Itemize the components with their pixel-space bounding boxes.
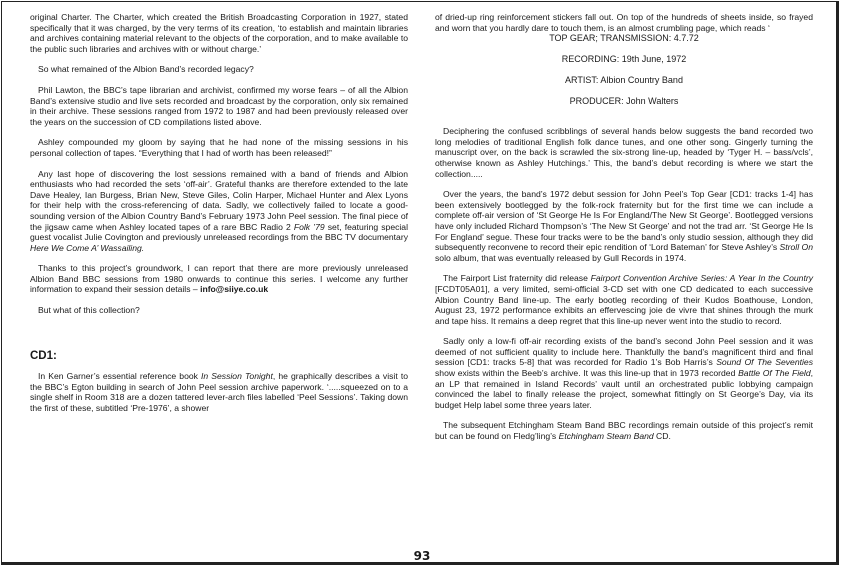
- paragraph: So what remained of the Albion Band’s recorded legacy?: [38, 64, 254, 75]
- paragraph: In Ken Garner’s essential reference book In Session Tonight, he graphically describes a visit to the BBC’s Egton building in search of John Peel session archive paperwork. ‘.....squeezed on to a single shelf in Room 318 are a dozen tattered lever-arch files labelled ‘Peel Sessions’. Taking down the first of these, subtitled ‘Pre-1976’, a shower: [30, 371, 408, 414]
- paragraph: of dried-up ring reinforcement stickers fall out. On top of the hundreds of sheets inside, so frayed and worn that you hardly dare to touch them, is an almost crumbling page, which reads ‘: [435, 12, 813, 33]
- paragraph: Ashley compounded my gloom by saying that he had none of the missing sessions in his personal collection of tapes. “Everything that I had of worth has been released!”: [30, 137, 408, 158]
- email-link[interactable]: info@siiye.co.uk: [200, 284, 269, 295]
- paragraph: Deciphering the confused scribblings of several hands below suggests the band recorded two long melodies of traditional English folk dance tunes, and one other song. Gingerly turning the manuscript over, on the back is scrawled the six-strong line-up, headed by ‘Tyger H. – bass/vcls’, otherwise known as Ashley Hutchings.’ This, the band’s debut recording is where we start the collection.....: [435, 126, 813, 179]
- paragraph: But what of this collection?: [38, 305, 140, 316]
- paragraph: The subsequent Etchingham Steam Band BBC recordings remain outside of this project’s remit but can be found on Fledg’ling’s Etchingham Steam Band CD.: [435, 420, 813, 442]
- right-column: [435, 12, 813, 452]
- paragraph: Over the years, the band’s 1972 debut session for John Peel’s Top Gear [CD1: tracks 1-4] has been extensively bootlegged by the folk-rock fraternity but for the first time we can include a complete off-air version of ‘St George He Is For England/The New St George’. Bootlegged versions have only included Richard Thompson’s ‘The New St George’ and not the trad arr. ‘St George He Is For England’ segue. These four tracks were to be the band’s only studio session, although they did subsequently reconvene to record their epic rendition of ‘Lord Bateman’ for Steve Ashley’s Stroll On solo album, that was eventually released by Gull Records in 1974.: [435, 189, 813, 263]
- paragraph: Phil Lawton, the BBC’s tape librarian and archivist, confirmed my worse fears – of all the Albion Band’s extensive studio and live sets recorded and broadcast by the corporation, only six remained in their archive. These sessions ranged from 1972 to 1987 and had been previously released over the years on the succession of CD compilations listed above.: [30, 84, 408, 127]
- page-number: 93: [413, 549, 431, 563]
- paragraph: Thanks to this project’s groundwork, I can report that there are more previously unreleased Albion Band BBC sessions from 1980 onwards to continue this series. I welcome any further information to expand their session details – info@siiye.co.uk: [30, 263, 408, 295]
- paragraph: Sadly only a low-fi off-air recording exists of the band’s second John Peel session and it was deemed of not sufficient quality to include here. Thankfully the band’s magnificent third and final session [CD1: tracks 5-8] that was recorded for Radio 1’s Bob Harris’s Sound Of The Seventies show exists within the Beeb’s archive. It was this line-up that in 1973 recorded Battle Of The Field, an LP that remained in Island Records’ vault until an orchestrated public lobbying campaign convinced the label to finally release the project, somewhat fittingly on St George’s Day, via its budget Help label some three years later.: [435, 336, 813, 410]
- paragraph: original Charter. The Charter, which created the British Broadcasting Corporation in 1927, stated specifically that it was charged, by the very terms of its creation, ‘to establish and maintain libraries and archives containing material relevant to the objects of the corporation, and to make available to the public such libraries and archives with or without charge.’: [30, 12, 408, 54]
- paragraph: Any last hope of discovering the lost sessions remained with a band of friends and Albion enthusiasts who had recorded the sets ‘off-air’. Grateful thanks are therefore extended to the late Dave Healey, Ian Burgess, Brian New, Steve Giles, Colin Harper, Michael Hunter and Alex Lyons for their help with the cross-referencing of data. Sadly, we collectively failed to locate a good-sounding version of the Albion Country Band’s February 1973 John Peel session. The final piece of the jigsaw came when Ashley located tapes of a rare BBC Radio 2 Folk ’79 set, featuring special guest vocalist Julie Covington and previously unreleased recordings from the BBC TV documentary Here We Come A’ Wassailing.: [30, 168, 408, 253]
- section-heading: CD1:: [30, 349, 57, 362]
- session-label: TOP GEAR; TRANSMISSION: 4.7.72 RECORDING: 19th June, 1972 ARTIST: Albion Country Band PRODUCER: John Walters: [549, 33, 699, 107]
- left-column: [30, 12, 408, 424]
- paragraph: The Fairport List fraternity did release Fairport Convention Archive Series: A Year In the Country [FCDT05A01], a very limited, semi-official 3-CD set with one CD dedicated to each successive Albion Country Band line-up. The early bootleg recording of their Kudos Boathouse, London, August 23, 1972 performance exhibits an effervescing joie de vivre that shines through the murk and tape hiss. It remains a deep regret that this line-up never went into the studio to record.: [435, 273, 814, 326]
